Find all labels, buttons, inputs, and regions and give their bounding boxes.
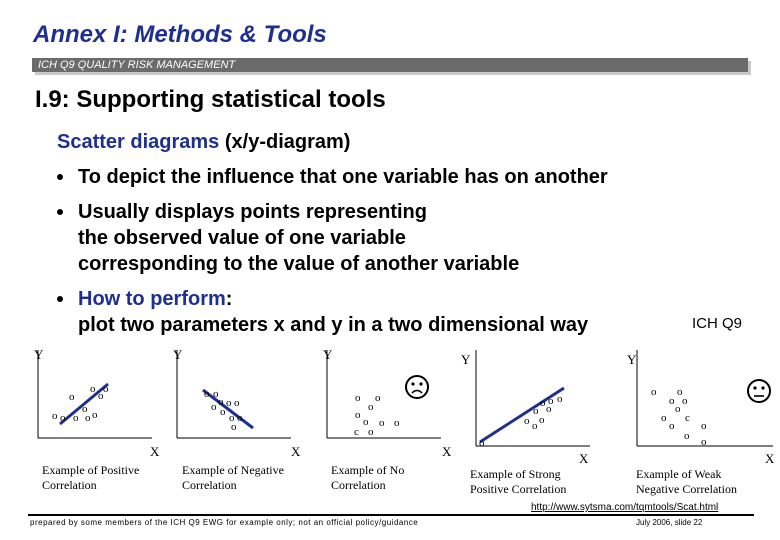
scatter-point: o [60, 412, 66, 424]
footer-disclaimer: prepared by some members of the ICH Q9 EWG for example only; not an official policy/guidance [30, 518, 419, 527]
scatter-point: o [524, 415, 530, 427]
x-axis-label: X [291, 444, 301, 459]
scatter-point: o [73, 412, 79, 424]
sub-heading-main: Scatter diagrams [57, 131, 220, 153]
bullet-item [57, 199, 519, 277]
scatter-point: o [368, 426, 374, 438]
source-link[interactable]: http://www.sytsma.com/tqmtools/Scat.html [531, 502, 719, 513]
sad-face-icon [406, 376, 428, 398]
point-group [52, 383, 109, 424]
slide-title: Annex I: Methods & Tools [33, 21, 327, 48]
scatter-point: o [394, 417, 400, 429]
y-axis-label: Y [34, 347, 44, 362]
bullet-item [57, 164, 608, 190]
scatter-example-positive [28, 342, 168, 492]
bullet-dot [57, 174, 63, 180]
scatter-example-negative [167, 342, 307, 492]
x-axis-label: X [150, 444, 160, 459]
scatter-point: o [651, 386, 657, 398]
scatter-point: o [540, 397, 546, 409]
scatter-point: o [532, 420, 538, 432]
scatter-point: o [85, 412, 91, 424]
point-group [479, 393, 563, 449]
scatter-point: o [363, 416, 369, 428]
scatter-point: o [701, 420, 707, 432]
chart-caption: Example of Negative Correlation [182, 463, 284, 492]
scatter-point: o [368, 401, 374, 413]
x-axis-label: X [765, 451, 775, 466]
scatter-point: c [685, 412, 690, 424]
scatter-plot [28, 342, 168, 457]
scatter-point: o [92, 409, 98, 421]
bullet-dot [57, 296, 63, 302]
bullet-text: To depict the influence that one variable has on another [78, 166, 608, 188]
scatter-plot [627, 350, 775, 466]
x-axis-label: X [442, 444, 452, 459]
y-axis-label: Y [461, 352, 471, 367]
scatter-point: o [226, 397, 232, 409]
bullet-text-line [78, 286, 588, 312]
scatter-point: o [218, 396, 224, 408]
bullet-item [57, 286, 588, 338]
point-group [651, 386, 707, 448]
scatter-point: o [82, 403, 88, 415]
bullet-colon: : [225, 288, 233, 310]
scatter-plot [317, 342, 457, 457]
scatter-example-weak-negative [627, 350, 775, 496]
sub-heading-rest: (x/y-diagram) [219, 131, 351, 153]
scatter-point: o [669, 420, 675, 432]
scatter-point: o [103, 383, 109, 395]
scatter-point: o [237, 412, 243, 424]
scatter-point: o [355, 409, 361, 421]
scatter-point: o [234, 397, 240, 409]
scatter-point: o [479, 437, 485, 449]
scatter-point: o [682, 395, 688, 407]
bullet-text-line: Usually displays points representing [78, 201, 427, 223]
y-axis-label: Y [173, 347, 183, 362]
scatter-point: o [231, 421, 237, 433]
bullet-text-line: plot two parameters x and y in a two dimensional way [78, 314, 589, 336]
scatter-point: o [661, 412, 667, 424]
scatter-point: o [533, 405, 539, 417]
scatter-point: o [375, 392, 381, 404]
scatter-point: o [684, 430, 690, 442]
scatter-point: o [355, 392, 361, 404]
x-axis-label: X [579, 451, 589, 466]
bullet-text-line: the observed value of one variable [78, 227, 406, 249]
chart-caption: Example of No Correlation [331, 463, 405, 492]
scatter-plot [167, 342, 307, 457]
scatter-point: o [98, 390, 104, 402]
scatter-point: o [701, 436, 707, 448]
scatter-point: o [211, 401, 217, 413]
scatter-point: o [546, 403, 552, 415]
ich-tag: ICH Q9 [692, 315, 743, 332]
scatter-point: o [548, 395, 554, 407]
chart-caption: Example of Strong Positive Correlation [470, 467, 567, 496]
scatter-point: o [90, 383, 96, 395]
chart-caption: Example of Positive Correlation [42, 463, 140, 492]
scatter-point: o [557, 393, 563, 405]
scatter-point: o [677, 386, 683, 398]
neutral-face-icon [748, 380, 770, 402]
scatter-point: o [213, 388, 219, 400]
bullet-highlight: How to perform [78, 288, 226, 310]
point-group [354, 392, 400, 438]
bullet-text-line: corresponding to the value of another variable [78, 253, 520, 275]
scatter-example-strong-positive [461, 350, 606, 496]
scatter-point: o [229, 412, 235, 424]
scatter-point: o [539, 414, 545, 426]
sub-heading [57, 131, 350, 154]
scatter-plot [461, 350, 606, 466]
chart-caption: Example of Weak Negative Correlation [636, 467, 737, 496]
scatter-point: o [69, 391, 75, 403]
scatter-point: c [354, 426, 359, 438]
footer-slide-number: July 2006, slide 22 [636, 518, 703, 527]
scatter-example-none [317, 342, 457, 492]
scatter-point: o [669, 395, 675, 407]
scatter-point: o [379, 417, 385, 429]
scatter-point: o [52, 410, 58, 422]
y-axis-label: Y [323, 347, 333, 362]
section-heading: I.9: Supporting statistical tools [35, 86, 386, 113]
scatter-point: o [204, 388, 210, 400]
slide-subtitle: ICH Q9 QUALITY RISK MANAGEMENT [38, 59, 236, 71]
scatter-point: o [220, 406, 226, 418]
scatter-point: o [675, 403, 681, 415]
bullet-dot [57, 209, 63, 215]
y-axis-label: Y [627, 352, 637, 367]
footer-divider [28, 514, 754, 516]
